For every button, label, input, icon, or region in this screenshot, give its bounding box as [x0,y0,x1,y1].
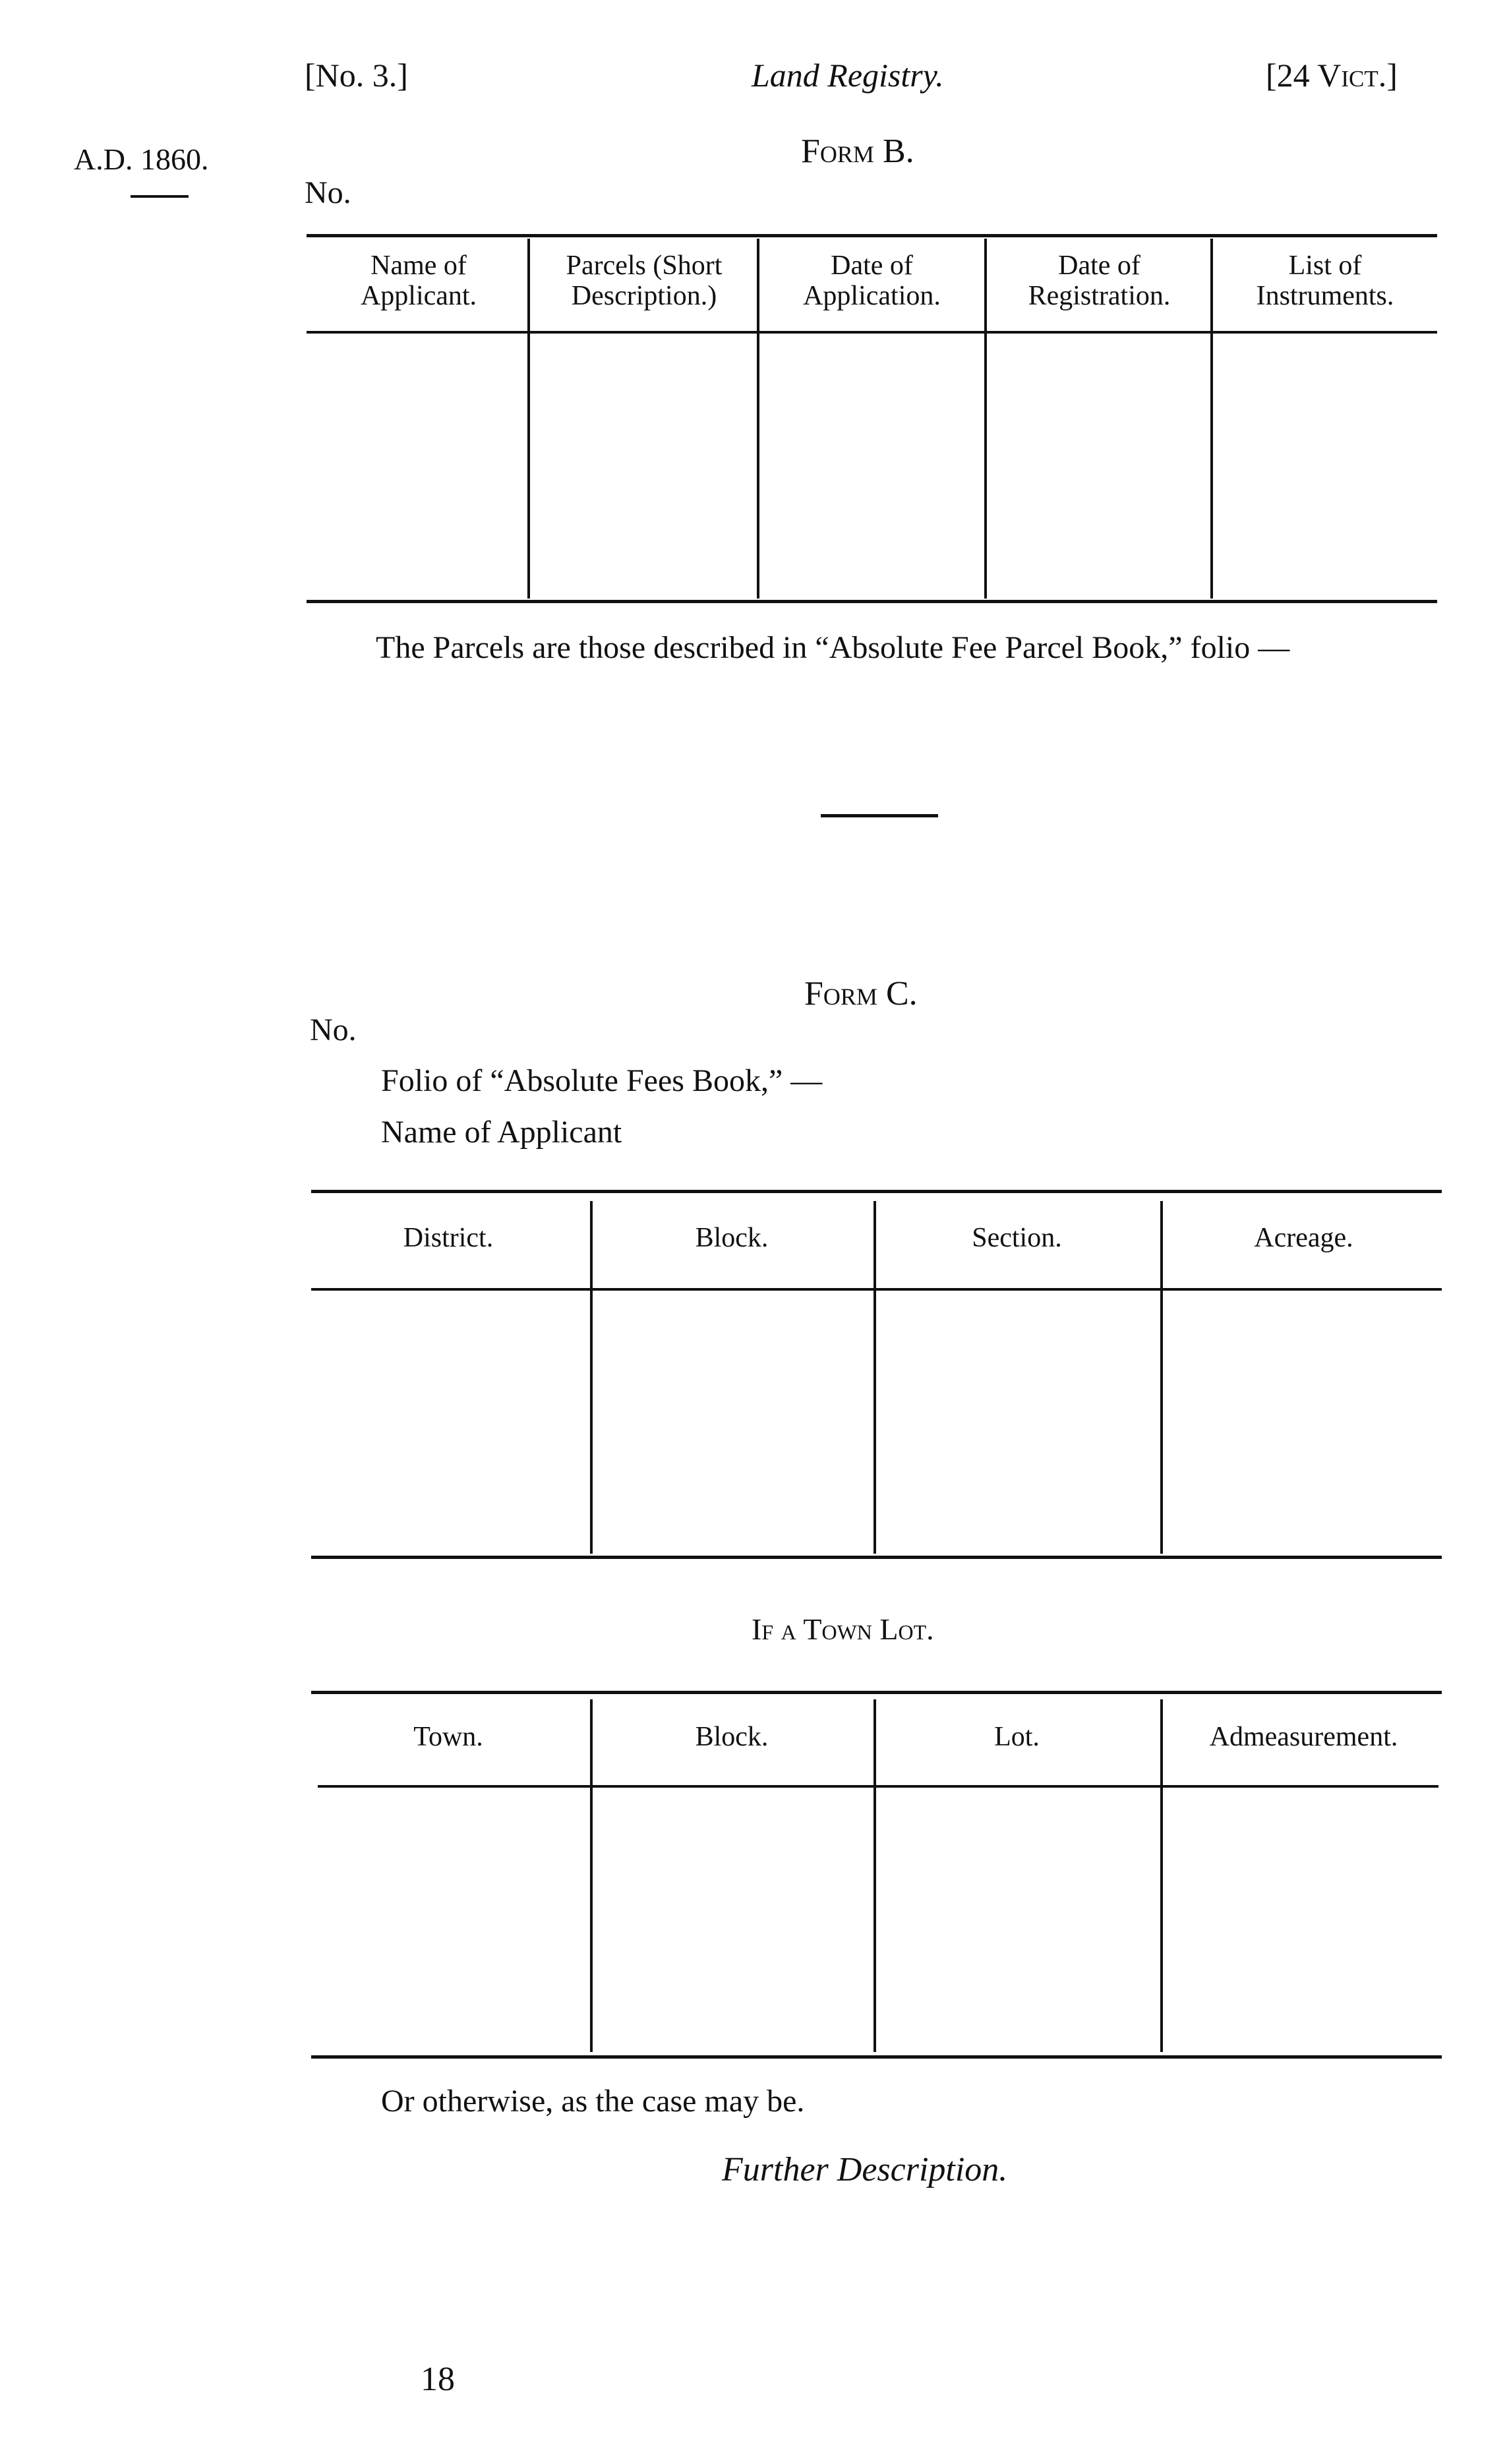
form-c-col-block: Block. [695,1223,769,1253]
form-b-col-parcels: Parcels (Short Description.) [566,250,723,311]
form-b-header-rule [307,331,1437,334]
header-right: [24 Vict.] [1266,57,1398,94]
form-c-col-district: District. [403,1223,494,1253]
form-c-top-rule [311,1190,1442,1193]
form-c-bottom-rule [311,1556,1442,1559]
form-c-folio-line: Folio of “Absolute Fees Book,” — [381,1063,823,1098]
form-b-col-divider [1210,239,1213,599]
form-b-col-divider [527,239,530,599]
town-lot-header-rule [318,1785,1438,1788]
margin-date: A.D. 1860. [74,142,209,176]
town-lot-col-town: Town. [413,1722,483,1752]
form-c-header-rule [311,1288,1442,1291]
form-b-col-instruments: List of Instruments. [1256,250,1394,311]
town-lot-heading: If a Town Lot. [752,1612,934,1646]
otherwise-text: Or otherwise, as the case may be. [381,2084,805,2119]
form-b-footer-text: The Parcels are those described in “Absolute Fee Parcel Book,” folio — [376,630,1290,665]
town-lot-col-admeasurement: Admeasurement. [1209,1722,1398,1752]
section-divider [821,814,938,817]
form-c-col-divider [590,1201,593,1554]
form-b-bottom-rule [307,600,1437,603]
form-b-no-label: No. [305,175,351,210]
form-c-applicant-line: Name of Applicant [381,1115,622,1150]
form-c-col-acreage: Acreage. [1254,1223,1353,1253]
form-b-col-application-date: Date of Application. [803,250,941,311]
form-c-col-divider [873,1201,876,1554]
form-c-col-divider [1160,1201,1163,1554]
form-b-col-registration-date: Date of Registration. [1028,250,1171,311]
form-c-title: Form C. [804,975,918,1012]
form-b-col-applicant: Name of Applicant. [360,250,477,311]
form-b-col-divider [757,239,759,599]
page-number: 18 [421,2361,455,2398]
header-left: [No. 3.] [305,57,408,94]
header-center: Land Registry. [752,57,944,94]
town-lot-top-rule [311,1691,1442,1694]
town-lot-col-divider [873,1699,876,2052]
form-b-col-divider [984,239,987,599]
further-description: Further Description. [722,2151,1008,2188]
town-lot-bottom-rule [311,2055,1442,2059]
form-b-top-rule [307,234,1437,237]
town-lot-col-block: Block. [695,1722,769,1752]
form-b-title: Form B. [801,132,914,170]
margin-rule [131,195,189,198]
form-c-no-label: No. [310,1012,357,1047]
town-lot-col-divider [1160,1699,1163,2052]
town-lot-col-lot: Lot. [994,1722,1040,1752]
town-lot-col-divider [590,1699,593,2052]
form-c-col-section: Section. [972,1223,1062,1253]
